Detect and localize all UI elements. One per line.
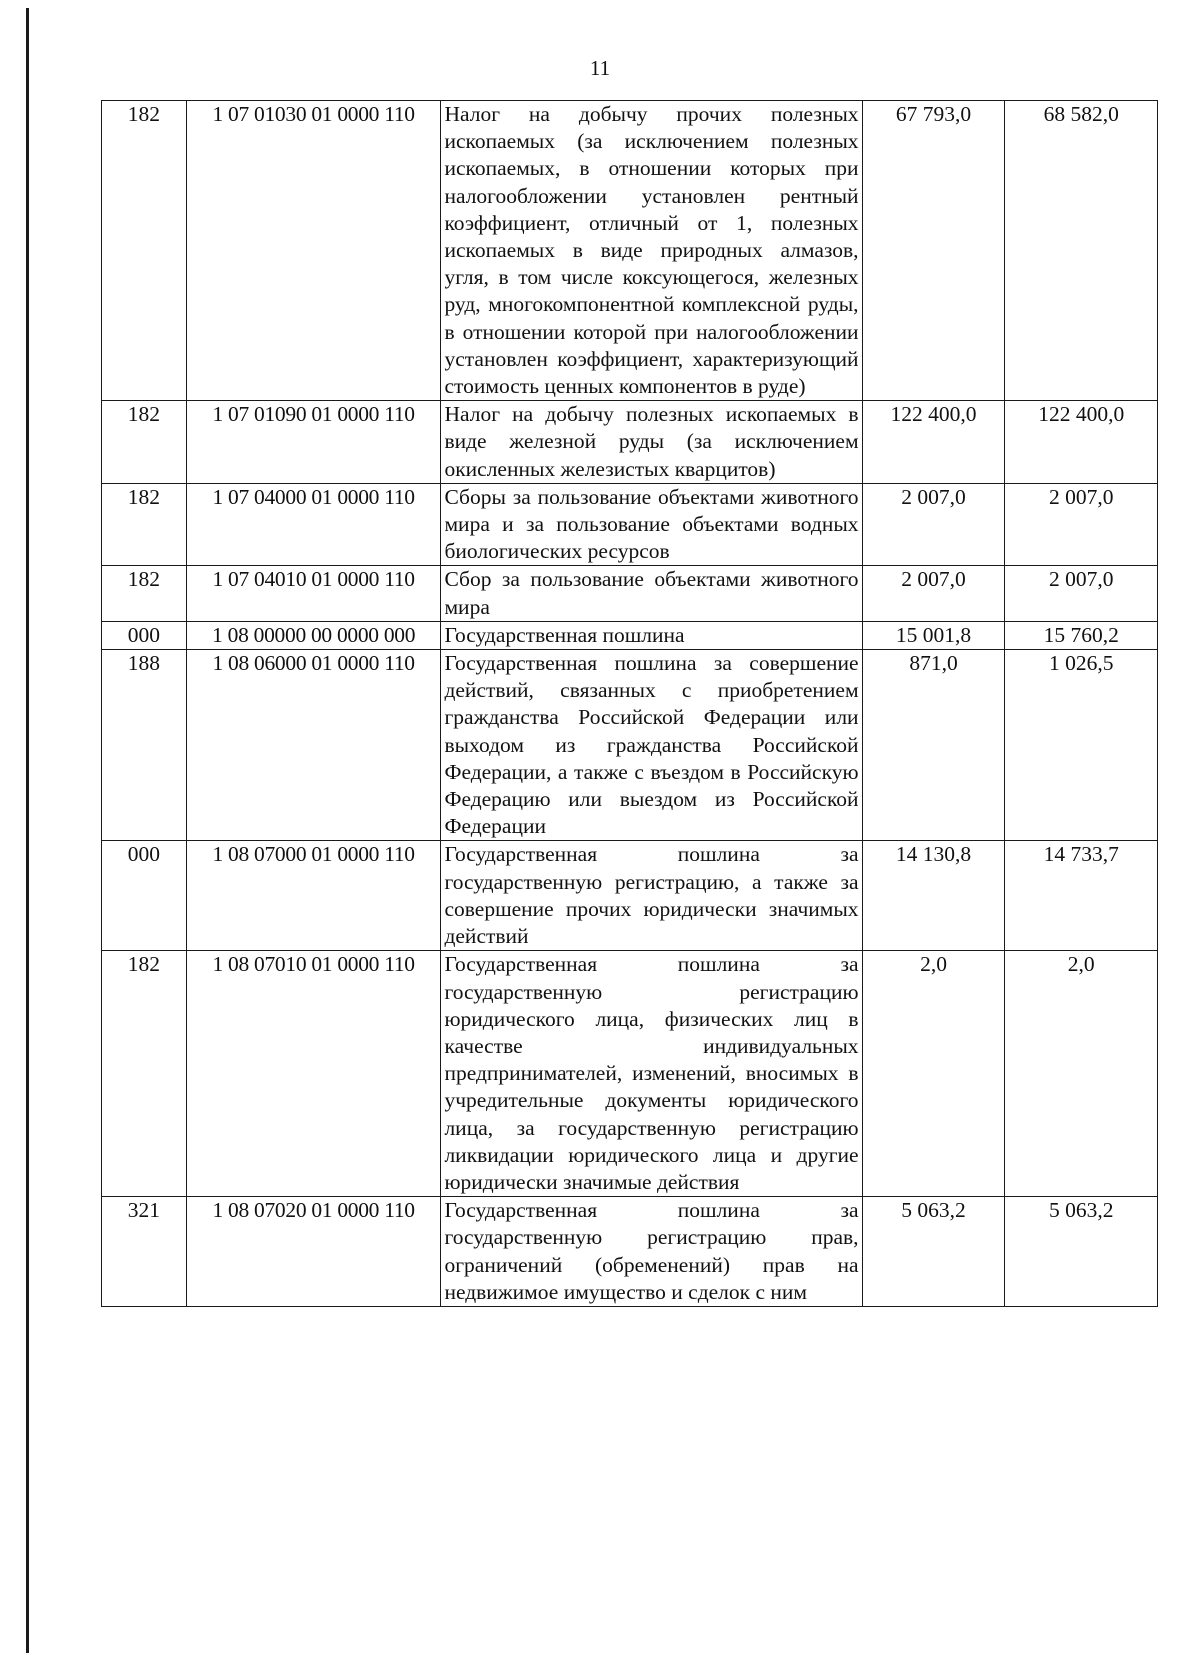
admin-code-cell: 182 (102, 483, 187, 566)
amount-second-year-cell: 2,0 (1005, 951, 1158, 1197)
classification-code-cell: 1 08 07000 01 0000 110 (186, 841, 441, 951)
revenue-name-cell: Налог на добычу прочих полезных ископаемых (за исключением полезных ископаемых, в отношении которых при налогообложении установлен рентный коэффициент, отличный от 1, полезных ископаемых в виде природных алмазов, угля, в том числе коксующегося, железных руд, многокомпонентной комплексной руды, в отношении которой при налогообложении установлен коэффициент, характеризующий стоимость ценных компонентов в руде) (441, 101, 862, 401)
page-number: 11 (589, 56, 611, 80)
amount-first-year-cell: 2 007,0 (862, 483, 1005, 566)
admin-code-cell: 321 (102, 1197, 187, 1307)
amount-second-year-cell: 14 733,7 (1005, 841, 1158, 951)
classification-code-cell: 1 07 04000 01 0000 110 (186, 483, 441, 566)
amount-first-year-cell: 15 001,8 (862, 621, 1005, 649)
scan-edge-line (26, 8, 29, 1653)
amount-second-year-cell: 1 026,5 (1005, 650, 1158, 841)
amount-second-year-cell: 2 007,0 (1005, 566, 1158, 621)
table-row (102, 401, 1158, 484)
amount-first-year-cell: 122 400,0 (862, 401, 1005, 484)
admin-code-cell: 000 (102, 841, 187, 951)
amount-first-year-cell: 5 063,2 (862, 1197, 1005, 1307)
table-row (102, 1197, 1158, 1307)
admin-code-cell: 000 (102, 621, 187, 649)
revenue-name-cell: Государственная пошлина (441, 621, 862, 649)
revenue-name-cell: Налог на добычу полезных ископаемых в виде железной руды (за исключением окисленных железистых кварцитов) (441, 401, 862, 484)
amount-first-year-cell: 2,0 (862, 951, 1005, 1197)
amount-first-year-cell: 2 007,0 (862, 566, 1005, 621)
revenue-name-cell: Государственная пошлина за государственную регистрацию прав, ограничений (обременений) прав на недвижимое имущество и сделок с ним (441, 1197, 862, 1307)
amount-second-year-cell: 68 582,0 (1005, 101, 1158, 401)
classification-code-cell: 1 07 01090 01 0000 110 (186, 401, 441, 484)
amount-second-year-cell: 15 760,2 (1005, 621, 1158, 649)
table-row (102, 951, 1158, 1197)
amount-first-year-cell: 871,0 (862, 650, 1005, 841)
classification-code-cell: 1 07 01030 01 0000 110 (186, 101, 441, 401)
admin-code-cell: 182 (102, 566, 187, 621)
admin-code-cell: 182 (102, 401, 187, 484)
amount-first-year-cell: 67 793,0 (862, 101, 1005, 401)
revenue-name-cell: Государственная пошлина за государственную регистрацию юридического лица, физических лиц в качестве индивидуальных предпринимателей, изменений, вносимых в учредительные документы юридического лица, за государственную регистрацию ликвидации юридического лица и другие юридически значимые действия (441, 951, 862, 1197)
admin-code-cell: 182 (102, 951, 187, 1197)
classification-code-cell: 1 08 00000 00 0000 000 (186, 621, 441, 649)
table-row (102, 483, 1158, 566)
amount-second-year-cell: 5 063,2 (1005, 1197, 1158, 1307)
revenue-name-cell: Государственная пошлина за совершение действий, связанных с приобретением гражданства Российской Федерации или выходом из гражданства Российской Федерации, а также с въездом в Российскую Федерацию или выездом из Российской Федерации (441, 650, 862, 841)
classification-code-cell: 1 08 07020 01 0000 110 (186, 1197, 441, 1307)
admin-code-cell: 188 (102, 650, 187, 841)
table-row (102, 566, 1158, 621)
classification-code-cell: 1 08 07010 01 0000 110 (186, 951, 441, 1197)
table-row (102, 841, 1158, 951)
table-row (102, 101, 1158, 401)
admin-code-cell: 182 (102, 101, 187, 401)
table-row (102, 650, 1158, 841)
revenue-name-cell: Сбор за пользование объектами животного мира (441, 566, 862, 621)
revenue-name-cell: Государственная пошлина за государственную регистрацию, а также за совершение прочих юридически значимых действий (441, 841, 862, 951)
revenue-name-cell: Сборы за пользование объектами животного мира и за пользование объектами водных биологических ресурсов (441, 483, 862, 566)
table-row (102, 621, 1158, 649)
classification-code-cell: 1 08 06000 01 0000 110 (186, 650, 441, 841)
revenue-table (101, 100, 1158, 1307)
amount-second-year-cell: 122 400,0 (1005, 401, 1158, 484)
classification-code-cell: 1 07 04010 01 0000 110 (186, 566, 441, 621)
amount-second-year-cell: 2 007,0 (1005, 483, 1158, 566)
amount-first-year-cell: 14 130,8 (862, 841, 1005, 951)
